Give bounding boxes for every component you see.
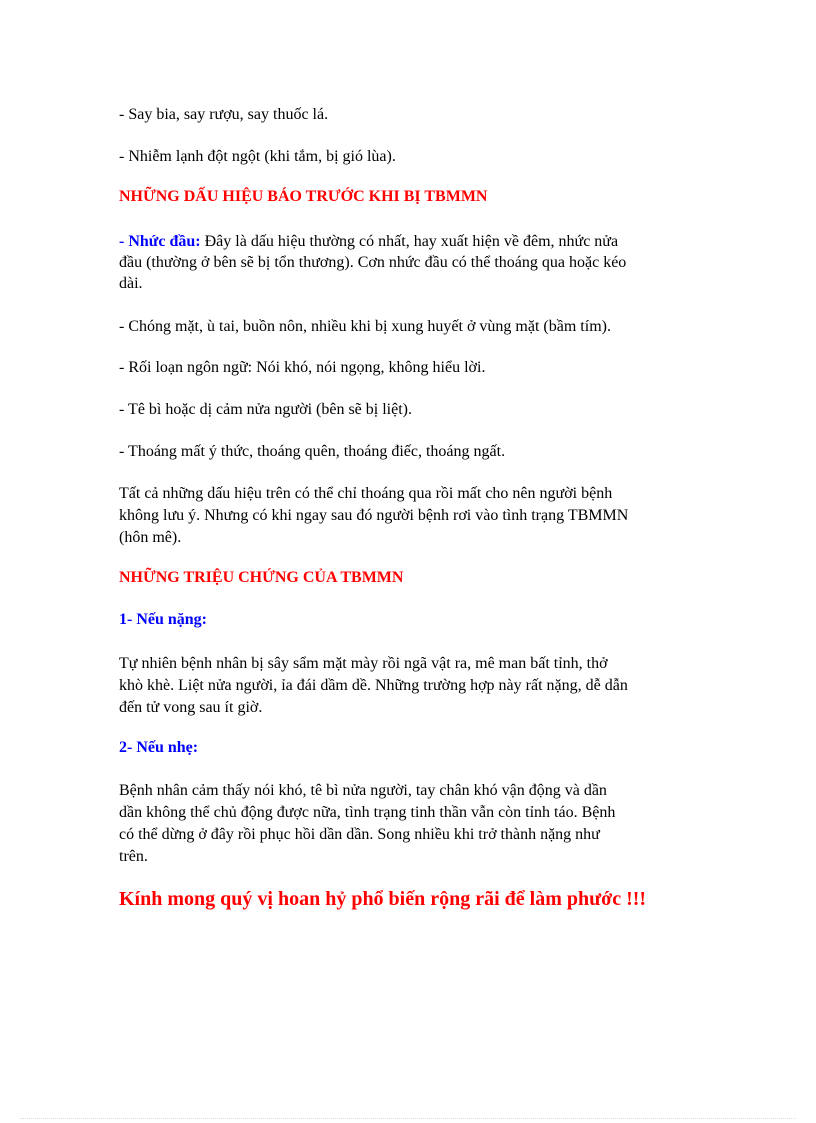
summary-line: (hôn mê). [119, 529, 182, 546]
headache-text: Đây là dấu hiệu thường có nhất, hay xuất hiện về đêm, nhức nửa [200, 233, 619, 250]
mild-line: trên. [119, 848, 148, 865]
sign-line: - Chóng mặt, ù tai, buồn nôn, nhiều khi bị xung huyết ở vùng mặt (bầm tím). [119, 318, 611, 335]
sign-line: - Rối loạn ngôn ngữ: Nói khó, nói ngọng, không hiểu lời. [119, 359, 486, 376]
headache-text: dài. [119, 275, 143, 292]
sign-line: - Tê bì hoặc dị cảm nửa người (bên sẽ bị liệt). [119, 401, 412, 418]
symptoms-heading: NHỮNG TRIỆU CHỨNG CỦA TBMMN [119, 569, 404, 586]
summary-line: không lưu ý. Nhưng có khi ngay sau đó người bệnh rơi vào tình trạng TBMMN [119, 507, 629, 524]
severe-heading: 1- Nếu nặng: [119, 611, 208, 628]
severe-line: Tự nhiên bệnh nhân bị sây sẩm mặt mày rồi ngã vật ra, mê man bất tỉnh, thở [119, 655, 608, 672]
summary-line: Tất cả những dấu hiệu trên có thể chỉ thoáng qua rồi mất cho nên người bệnh [119, 485, 613, 502]
sign-line: - Thoáng mất ý thức, thoáng quên, thoáng điếc, thoáng ngất. [119, 443, 506, 460]
cause-line: - Nhiễm lạnh đột ngột (khi tắm, bị gió lùa). [119, 148, 396, 165]
headache-text: đầu (thường ở bên sẽ bị tổn thương). Cơn nhức đầu có thể thoáng qua hoặc kéo [119, 254, 627, 271]
cause-line: - Say bia, say rượu, say thuốc lá. [119, 106, 329, 123]
severe-line: khò khè. Liệt nửa người, ỉa đái dầm dề. Những trường hợp này rất nặng, dễ dẫn [119, 677, 628, 694]
headache-label: - Nhức đầu: [119, 233, 201, 250]
mild-line: dần không thể chủ động được nữa, tình trạng tinh thần vẫn còn tỉnh táo. Bệnh [119, 804, 616, 821]
severe-line: đến tử vong sau ít giờ. [119, 699, 263, 716]
mild-line: có thể dừng ở đây rồi phục hồi dần dần. Song nhiều khi trở thành nặng như [119, 826, 600, 843]
page-edge-divider [20, 1118, 796, 1119]
mild-heading: 2- Nếu nhẹ: [119, 739, 199, 756]
warning-heading: NHỮNG DẤU HIỆU BÁO TRƯỚC KHI BỊ TBMMN [119, 188, 488, 205]
closing-message: Kính mong quý vị hoan hỷ phổ biến rộng rãi để làm phước !!! [119, 888, 647, 910]
mild-line: Bệnh nhân cảm thấy nói khó, tê bì nửa người, tay chân khó vận động và dần [119, 782, 607, 799]
